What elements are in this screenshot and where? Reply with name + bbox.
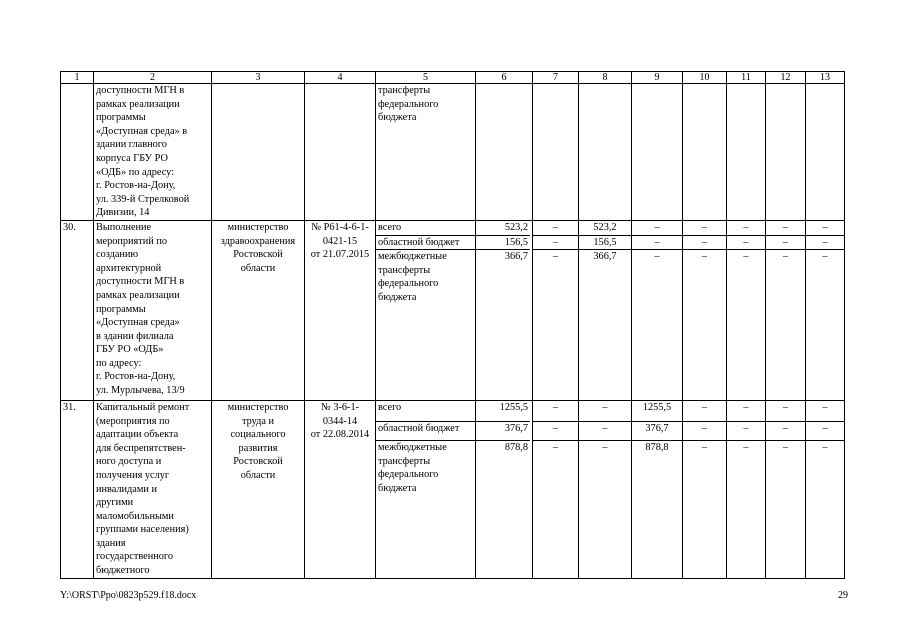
row31-source [376, 400, 476, 578]
text-line: «ОДБ» по адресу: [96, 166, 175, 178]
text-line: государственного [96, 551, 173, 563]
row30-col-13 [806, 220, 845, 400]
value-cell: – [533, 422, 578, 441]
value-cell: – [683, 221, 726, 236]
prev-row-col-8 [579, 84, 632, 221]
value-cell: 366,7 [593, 250, 617, 262]
text-line: министерство [227, 221, 289, 233]
value-cell: – [822, 250, 828, 262]
column-header-8: 8 [579, 72, 632, 84]
text-line: здания [96, 537, 126, 549]
text-line: здании главного [96, 139, 167, 151]
text-line: инвалидами и [96, 483, 157, 495]
value-cell: – [743, 250, 749, 262]
text-line: Ростовской [233, 456, 283, 468]
row31-col-9 [632, 400, 683, 578]
value-cell: – [806, 401, 844, 422]
value-cell: 1255,5 [632, 401, 682, 422]
text-line: всего [378, 401, 402, 413]
text-line: созданию [96, 249, 139, 261]
text-line: федерального [378, 98, 439, 110]
text-line: доступности МГН в [96, 276, 185, 288]
text-line: программы [96, 303, 146, 315]
value-cell: – [766, 221, 805, 236]
row31-col-8 [579, 400, 632, 578]
value-cell: – [822, 441, 828, 453]
text-line: корпуса ГБУ РО [96, 152, 168, 164]
row31-number: 31. [61, 400, 94, 578]
text-line: 0344-14 [322, 415, 358, 427]
value-cell: – [701, 441, 708, 453]
text-line: программы [96, 112, 146, 124]
value-cell: – [579, 401, 631, 422]
value-cell: 523,2 [579, 221, 631, 236]
funding-source [376, 250, 475, 304]
value-cell: – [727, 401, 765, 422]
text-line: бюджетного [96, 565, 150, 577]
column-header-10: 10 [683, 72, 727, 84]
budget-table [60, 71, 845, 579]
text-line: для беспрепятствен- [96, 442, 186, 454]
value-cell: – [806, 221, 844, 236]
prev-row-col-3 [212, 84, 305, 221]
value-cell: 376,7 [632, 422, 682, 441]
column-header-6: 6 [476, 72, 533, 84]
prev-row-col-1 [61, 84, 94, 221]
text-line: «Доступная среда» в [96, 125, 188, 137]
text-line: области [240, 262, 276, 274]
value-cell: 878,8 [504, 441, 528, 453]
prev-row-col-13 [806, 84, 845, 221]
value-cell: – [632, 221, 682, 236]
text-line: областной бюджет [378, 422, 460, 434]
text-line: федерального [378, 278, 439, 290]
text-line: министерство [227, 401, 289, 413]
text-line: 0421-15 [322, 235, 358, 247]
value-cell: – [579, 422, 631, 441]
text-line: г. Ростов-на-Дону, [96, 180, 176, 192]
funding-source [376, 236, 475, 250]
value-cell: – [552, 250, 559, 262]
text-line: Ростовской [233, 249, 283, 261]
prev-row-col-9 [632, 84, 683, 221]
text-line: «Доступная среда» [96, 317, 180, 329]
text-line: другими [96, 497, 134, 509]
text-line: Дивизии, 14 [96, 207, 150, 219]
text-line: Выполнение [96, 221, 152, 233]
value-cell: 376,7 [476, 422, 530, 441]
column-header-11: 11 [727, 72, 766, 84]
text-line: от 21.07.2015 [310, 249, 370, 261]
text-line: получения услуг [96, 469, 170, 481]
value-cell: – [766, 401, 805, 422]
value-cell: – [727, 422, 765, 441]
text-line: ГБУ РО «ОДБ» [96, 344, 164, 356]
funding-source [376, 422, 475, 441]
text-line: области [240, 469, 276, 481]
text-line: маломобильными [96, 510, 174, 522]
text-line: бюджета [378, 482, 417, 494]
value-cell: 156,5 [579, 236, 631, 250]
value-cell: – [727, 221, 765, 236]
row31-description [94, 400, 212, 578]
text-line: федерального [378, 469, 439, 481]
column-header-3: 3 [212, 72, 305, 84]
row30-col-6 [476, 220, 533, 400]
row30-col-11 [727, 220, 766, 400]
text-line: по адресу: [96, 357, 142, 369]
row30-col-10 [683, 220, 727, 400]
text-line: развития [238, 442, 278, 454]
row31-executor [212, 400, 305, 578]
prev-row-col-10 [683, 84, 727, 221]
funding-source [376, 441, 475, 495]
value-cell: – [766, 236, 805, 250]
text-line: № 3-6-1- [320, 401, 360, 413]
row30-source [376, 220, 476, 400]
text-line: № Р61-4-6-1- [311, 221, 369, 233]
text-line: здравоохранения [220, 235, 296, 247]
column-header-9: 9 [632, 72, 683, 84]
prev-row-col-4 [305, 84, 376, 221]
value-cell: – [782, 250, 789, 262]
column-header-4: 4 [305, 72, 376, 84]
value-cell: – [806, 422, 844, 441]
text-line: доступности МГН в [96, 85, 185, 96]
value-cell: – [743, 441, 749, 453]
row30-agreement [305, 220, 376, 400]
text-line: в здании филиала [96, 330, 174, 342]
value-cell: – [806, 236, 844, 250]
value-cell: 1255,5 [476, 401, 530, 422]
text-line: межбюджетные [378, 250, 447, 262]
text-line: всего [378, 221, 402, 233]
value-cell: 366,7 [504, 250, 528, 262]
value-cell: – [683, 422, 726, 441]
text-line: трансферты [378, 455, 431, 467]
prev-row-col-2 [94, 84, 212, 221]
prev-row-col-5 [376, 84, 476, 221]
row31-col-6 [476, 400, 533, 578]
value-cell: – [632, 236, 682, 250]
value-cell: – [552, 441, 559, 453]
value-cell: – [533, 401, 578, 422]
column-header-12: 12 [766, 72, 806, 84]
row30-col-8 [579, 220, 632, 400]
row30-col-12 [766, 220, 806, 400]
text-line: архитектурной [96, 262, 162, 274]
row31-col-11 [727, 400, 766, 578]
value-cell: – [533, 236, 578, 250]
row30-executor [212, 220, 305, 400]
row31-col-7 [533, 400, 579, 578]
text-line: труда и [241, 415, 275, 427]
text-line: социального [230, 429, 286, 441]
value-cell: 878,8 [645, 441, 669, 453]
column-header-1: 1 [61, 72, 94, 84]
value-cell: 523,2 [476, 221, 530, 236]
text-line: от 22.08.2014 [310, 429, 370, 441]
column-header-7: 7 [533, 72, 579, 84]
row31-col-10 [683, 400, 727, 578]
column-header-2: 2 [94, 72, 212, 84]
text-line: ул. 339-й Стрелковой [96, 193, 190, 205]
column-header-5: 5 [376, 72, 476, 84]
prev-row-col-7 [533, 84, 579, 221]
page-number: 29 [838, 590, 848, 601]
funding-source [376, 221, 475, 236]
text-line: группами населения) [96, 524, 189, 536]
text-line: Капитальный ремонт [96, 401, 190, 413]
value-cell: 156,5 [476, 236, 530, 250]
text-line: (мероприятия по [96, 415, 170, 427]
text-line: рамках реализации [96, 98, 180, 110]
text-line: ул. Мурлычева, 13/9 [96, 385, 185, 397]
text-line: трансферты [378, 85, 431, 96]
text-line: бюджета [378, 291, 417, 303]
value-cell: – [727, 236, 765, 250]
prev-row-col-11 [727, 84, 766, 221]
row31-col-13 [806, 400, 845, 578]
prev-row-col-6 [476, 84, 533, 221]
value-cell: – [683, 236, 726, 250]
row30-number: 30. [61, 220, 94, 400]
file-path: Y:\ORST\Ppo\0823p529.f18.docx [60, 590, 197, 601]
row31-agreement [305, 400, 376, 578]
text-line: межбюджетные [378, 441, 447, 453]
funding-source [376, 401, 475, 422]
value-cell: – [766, 422, 805, 441]
value-cell: – [654, 250, 660, 262]
text-line: трансферты [378, 264, 431, 276]
column-header-13: 13 [806, 72, 845, 84]
value-cell: – [782, 441, 789, 453]
text-line: мероприятий по [96, 235, 168, 247]
text-line: ного доступа и [96, 456, 162, 468]
row31-col-12 [766, 400, 806, 578]
value-cell: – [533, 221, 578, 236]
text-line: областной бюджет [378, 236, 460, 248]
value-cell: – [602, 441, 608, 453]
text-line: рамках реализации [96, 289, 180, 301]
row30-col-7 [533, 220, 579, 400]
text-line: бюджета [378, 112, 417, 124]
row30-col-9 [632, 220, 683, 400]
text-line: г. Ростов-на-Дону, [96, 371, 176, 383]
prev-row-col-12 [766, 84, 806, 221]
text-line: адаптации объекта [96, 429, 179, 441]
value-cell: – [701, 250, 708, 262]
row30-description [94, 220, 212, 400]
value-cell: – [683, 401, 726, 422]
